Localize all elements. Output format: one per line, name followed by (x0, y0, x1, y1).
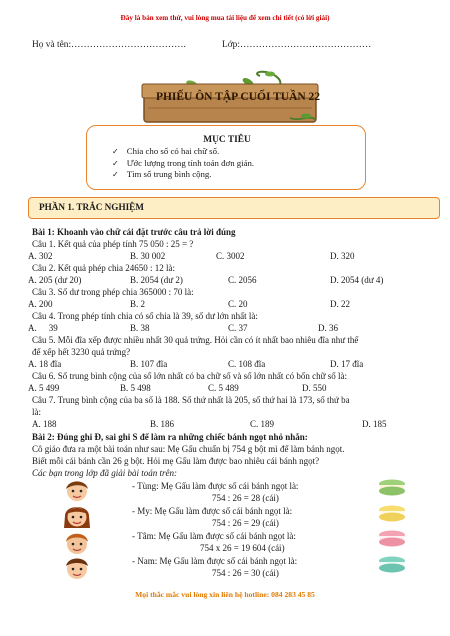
q5-option-a[interactable]: A. 18 đĩa (28, 359, 62, 369)
q1-option-a[interactable]: A. 302 (28, 251, 53, 261)
q1-option-c[interactable]: C. 3002 (216, 251, 245, 261)
q4-option-a[interactable] (28, 323, 58, 333)
preview-notice: Đây là bản xem thử, vui lòng mua tài liệu để xem chi tiết (có lời giải) (120, 14, 330, 22)
answer-my: - My: Mẹ Gấu làm được số cái bánh ngọt là: (132, 506, 293, 516)
boy-face-icon (62, 529, 92, 555)
q6-option-b[interactable]: B. 5 498 (120, 383, 151, 393)
answer-nam-calc: 754 : 26 = 30 (cái) (212, 568, 279, 578)
q3-option-c[interactable]: C. 20 (228, 299, 248, 309)
q4-option-c[interactable]: C. 37 (228, 323, 248, 333)
student-info-row (32, 40, 372, 50)
macaron-icon (378, 479, 406, 496)
part1-title: PHẦN 1. TRẮC NGHIỆM (39, 202, 144, 212)
answer-tam-calc: 754 x 26 = 19 604 (cái) (200, 543, 285, 553)
goal-item: ✓ Chia cho số có hai chữ số. (112, 146, 254, 158)
q2-text: Câu 2. Kết quả phép chia 24650 : 12 là: (32, 263, 175, 273)
q7-option-a[interactable]: A. 188 (32, 419, 57, 429)
q4-text: Câu 4. Trong phép tính chia có số chia là 39, số dư lớn nhất là: (32, 311, 258, 321)
bai2-problem-line2: Biết mỗi cái bánh cần 26 g bột. Hỏi mẹ Gấu làm được bao nhiêu cái bánh ngọt? (32, 456, 320, 466)
goals-list (112, 146, 254, 181)
bai2-problem-line1: Cô giáo đưa ra một bài toán như sau: Mẹ Gấu chuẩn bị 754 g bột mì để làm bánh ngọt. (32, 444, 345, 454)
goal-item: ✓ Tìm số trung bình cộng. (112, 169, 254, 181)
name-field: Họ và tên:………………………………. (32, 40, 186, 50)
q4-option-a-letter: A. (28, 323, 37, 333)
q5-option-c[interactable]: C. 108 đĩa (228, 359, 266, 369)
goals-title: MỤC TIÊU (203, 135, 251, 145)
q1-option-d[interactable]: D. 320 (330, 251, 355, 261)
q5-option-b[interactable]: B. 107 đĩa (130, 359, 168, 369)
worksheet-title: PHIẾU ÔN TẬP CUỐI TUẦN 22 (155, 91, 321, 103)
bai2-title: Bài 2: Đúng ghi Đ, sai ghi S để làm ra những chiếc bánh ngọt nhỏ nhắn: (32, 432, 308, 442)
girl-face-icon (62, 502, 92, 530)
macaron-icon (378, 530, 406, 547)
boy-face-icon (62, 554, 92, 582)
answer-tung-calc: 754 : 26 = 28 (cái) (212, 493, 279, 503)
q3-text: Câu 3. Số dư trong phép chia 365000 : 70 là: (32, 287, 194, 297)
q4-option-d[interactable]: D. 36 (318, 323, 338, 333)
q7-option-d[interactable]: D. 185 (362, 419, 387, 429)
macaron-icon (378, 505, 406, 522)
q6-option-d[interactable]: D. 550 (302, 383, 327, 393)
q6-text: Câu 6. Số trung bình cộng của số lớn nhất có ba chữ số và số lớn nhất có bốn chữ số là: (32, 371, 347, 381)
q2-option-a[interactable]: A. 205 (dư 20) (28, 275, 82, 285)
q3-option-a[interactable]: A. 200 (28, 299, 53, 309)
goal-item: ✓ Ước lượng trong tính toán đơn giản. (112, 158, 254, 170)
bai1-title: Bài 1: Khoanh vào chữ cái đặt trước câu trả lời đúng (32, 227, 236, 237)
q2-option-d[interactable]: D. 2054 (dư 4) (330, 275, 384, 285)
q5-text-line1: Câu 5. Mỗi đĩa xếp được nhiều nhất 30 quả trứng. Hỏi cần có ít nhất bao nhiêu đĩa như thế (32, 335, 359, 345)
answer-tam: - Tâm: Mẹ Gấu làm được số cái bánh ngọt là: (132, 531, 296, 541)
boy-face-icon (62, 476, 92, 502)
q7-option-c[interactable]: C. 189 (250, 419, 275, 429)
part1-header (28, 197, 440, 219)
q1-option-b[interactable]: B. 30 002 (130, 251, 166, 261)
q5-option-d[interactable]: D. 17 đĩa (330, 359, 364, 369)
q2-option-b[interactable]: B. 2054 (dư 2) (130, 275, 183, 285)
class-field: Lớp:…………………………………… (222, 40, 372, 50)
q6-option-a[interactable]: A. 5 499 (28, 383, 60, 393)
macaron-icon (378, 556, 406, 573)
footer-hotline: Mọi thắc mắc vui lòng xin liên hệ hotline: 084 283 45 85 (135, 590, 315, 599)
q3-option-b[interactable]: B. 2 (130, 299, 146, 309)
bai2-intro: Các bạn trong lớp đã giải bài toán trên: (32, 468, 177, 478)
q7-option-b[interactable]: B. 186 (150, 419, 175, 429)
q6-option-c[interactable]: C. 5 489 (208, 383, 239, 393)
q7-text-line1: Câu 7. Trung bình cộng của ba số là 188. Số thứ nhất là 205, số thứ hai là 173, số thứ ba (32, 395, 350, 405)
q1-text: Câu 1. Kết quả của phép tính 75 050 : 25 = ? (32, 239, 194, 249)
q4-option-b[interactable]: B. 38 (130, 323, 150, 333)
q4-option-a-value: 39 (48, 323, 58, 333)
q5-text-line2: để xếp hết 3230 quả trứng? (32, 347, 131, 357)
q3-option-d[interactable]: D. 22 (330, 299, 350, 309)
q7-text-line2: là: (32, 407, 41, 417)
q2-option-c[interactable]: C. 2056 (228, 275, 257, 285)
answer-nam: - Nam: Mẹ Gấu làm được số cái bánh ngọt là: (132, 556, 298, 566)
answer-tung: - Tùng: Mẹ Gấu làm được số cái bánh ngọt là: (132, 481, 299, 491)
answer-my-calc: 754 : 26 = 29 (cái) (212, 518, 279, 528)
